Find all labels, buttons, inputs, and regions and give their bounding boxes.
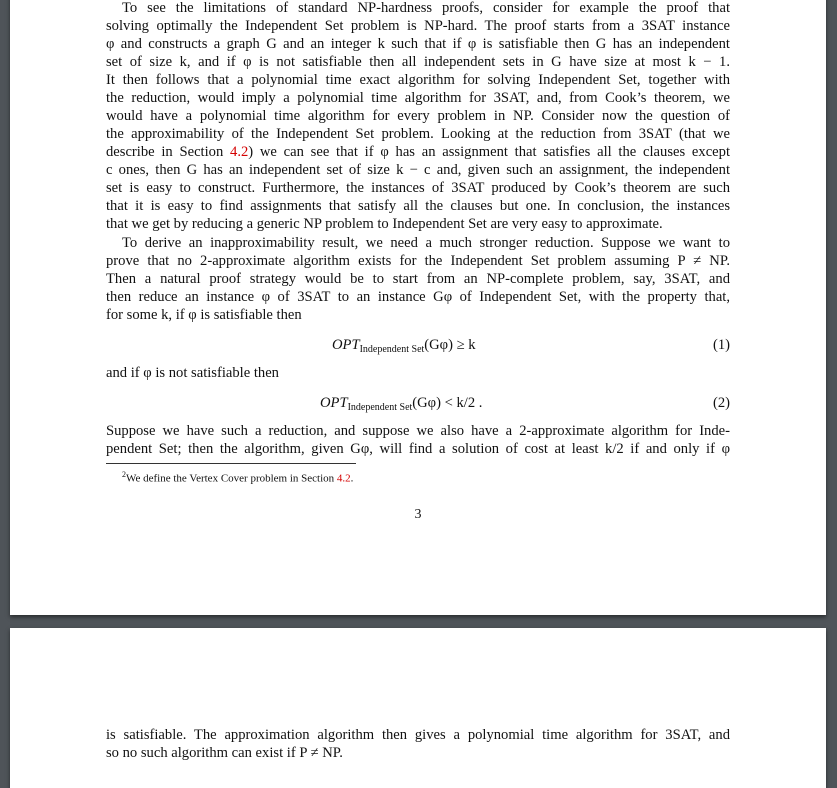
footnote [122,468,353,486]
eq-subscript: Independent Set [359,344,425,355]
paragraph-line: that we get by reducing a generic NP problem to Independent Set are very easy to approximate. [106,216,663,232]
footnote-mark: 2 [122,470,126,479]
paragraph-line: and if φ is not satisfiable then [106,365,279,381]
paragraph-line: the reduction, would imply a polynomial time algorithm for 3SAT, and, from Cook’s theorem, we [106,90,730,106]
paragraph-line: that it is easy to find assignments that satisfy all the clauses but one. In conclusion, the instances [106,198,730,214]
equation-1 [332,336,476,359]
paragraph-line: set of size k, and if φ is not satisfiable then all independent sets in G have size at most k − 1. [106,54,730,70]
equation-number: (1) [712,337,730,353]
eq-body: (Gφ) ≥ k [424,337,476,353]
equation-number: (2) [712,395,730,411]
eq-subscript: Independent Set [347,402,413,413]
paragraph-line: c ones, then G has an independent set of size k − c and, given such an assignment, the independent [106,162,730,178]
text: describe in Section [106,144,231,160]
section-link[interactable]: 4.2 [336,472,351,485]
paragraph-line: Then a natural proof strategy would be to start from an NP-complete problem, say, 3SAT, and [106,271,730,287]
paragraph-line: φ and constructs a graph G and an integer k such that if φ is satisfiable then G has an independent [106,36,730,52]
paragraph-line: prove that no 2-approximate algorithm exists for the Independent Set problem assuming P ≠ NP. [106,253,730,269]
paragraph-line: then reduce an instance φ of 3SAT to an instance Gφ of Independent Set, with the property that, [106,289,730,305]
footnote-rule [106,463,356,464]
paragraph-line: would have a polynomial time algorithm for every problem in NP. Consider now the question of [106,108,730,124]
paragraph-line: pendent Set; then the algorithm, given Gφ, will find a solution of cost at least k/2 if and only if φ [106,441,730,457]
paragraph-line: the approximability of the Independent Set problem. Looking at the reduction from 3SAT (that we [106,126,730,142]
paragraph-line: To see the limitations of standard NP-hardness proofs, consider for example the proof that [122,0,730,16]
paragraph-line: It then follows that a polynomial time exact algorithm for solving Independent Set, together with [106,72,730,88]
paragraph-line: To derive an inapproximability result, we need a much stronger reduction. Suppose we want to [122,235,730,251]
paragraph-line: is satisfiable. The approximation algorithm then gives a polynomial time algorithm for 3SAT, and [106,727,730,743]
equation-2 [320,394,482,417]
section-link[interactable]: 4.2 [230,144,249,160]
paragraph-line: solving optimally the Independent Set problem is NP-hard. The proof starts from a 3SAT instance [106,18,730,34]
text: . [350,472,354,485]
eq-body: (Gφ) < k/2 . [412,395,483,411]
eq-opt: OPT [332,337,360,353]
paragraph-line: so no such algorithm can exist if P ≠ NP. [106,745,343,761]
pdf-page-3 [10,0,826,615]
paragraph-line [106,143,730,161]
paragraph-line: for some k, if φ is satisfiable then [106,307,302,323]
text: We define the Vertex Cover problem in Section [126,472,337,485]
eq-opt: OPT [320,395,348,411]
paragraph-line: set is easy to construct. Furthermore, the instances of 3SAT produced by Cook’s theorem are such [106,180,730,196]
paragraph-line: Suppose we have such a reduction, and suppose we also have a 2-approximate algorithm for Inde- [106,423,730,439]
text: ) we can see that if φ has an assignment that satisfies all the clauses except [248,144,730,160]
page-number: 3 [414,507,422,522]
pdf-page-4 [10,628,826,788]
